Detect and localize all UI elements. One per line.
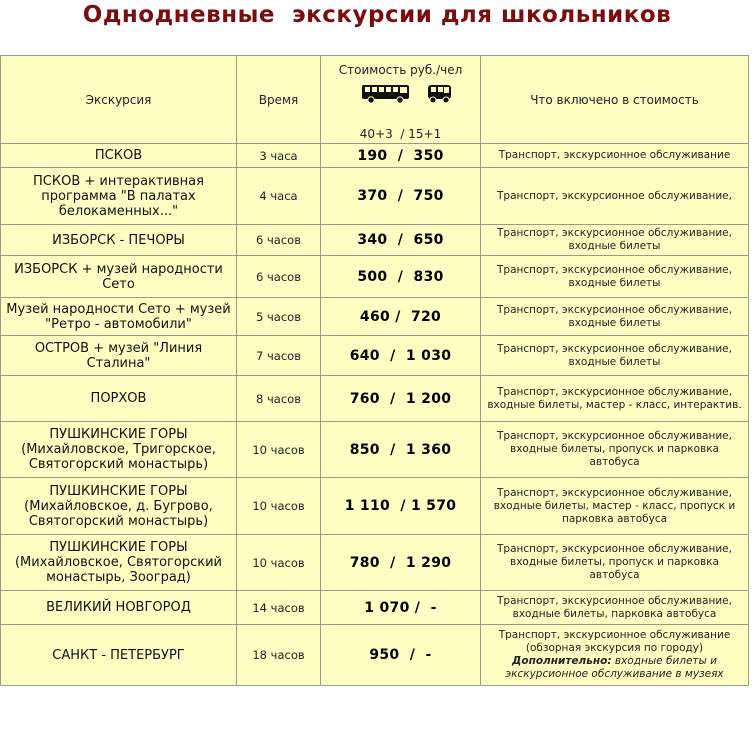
included-services: Транспорт, экскурсионное обслуживание (481, 144, 749, 168)
page-title: Однодневные экскурсии для школьников (82, 2, 672, 28)
excursion-price: 370 / 750 (321, 168, 481, 225)
excursion-name: ИЗБОРСК + музей народности Сето (1, 256, 237, 298)
table-row (1, 625, 749, 686)
included-extra-text: входные билеты и экскурсионное обслуживание в музеях (505, 655, 724, 680)
table-row (1, 376, 749, 422)
excursion-duration: 3 часа (237, 144, 321, 168)
excursion-price: 340 / 650 (321, 225, 481, 256)
excursion-price: 1 070 / - (321, 591, 481, 625)
table-row (1, 478, 749, 535)
included-services: Транспорт, экскурсионное обслуживание, входные билеты (481, 225, 749, 256)
excursion-price: 1 110 / 1 570 (321, 478, 481, 535)
header-included: Что включено в стоимость (481, 56, 749, 144)
header-excursion: Экскурсия (1, 56, 237, 144)
included-services: Транспорт, экскурсионное обслуживание, входные билеты, пропуск и парковка автобуса (481, 422, 749, 478)
included-services: Транспорт, экскурсионное обслуживание, входные билеты, парковка автобуса (481, 591, 749, 625)
included-extra-label: Дополнительно: (512, 655, 612, 667)
included-services: Транспорт, экскурсионное обслуживание, входные билеты (481, 336, 749, 376)
excursion-name: ОСТРОВ + музей "Линия Сталина" (1, 336, 237, 376)
excursion-price: 780 / 1 290 (321, 535, 481, 591)
cost-group-sizes: 40+3 / 15+1 (359, 126, 442, 141)
cost-label: Стоимость руб./чел (338, 62, 463, 77)
table-row (1, 298, 749, 336)
excursion-name: ПУШКИНСКИЕ ГОРЫ (Михайловское, Тригорское, Святогорский монастырь) (1, 422, 237, 478)
table-header-row (1, 56, 749, 144)
excursion-name: ПСКОВ + интерактивная программа "В палатах белокаменных..." (1, 168, 237, 225)
included-services: Транспорт, экскурсионное обслуживание, входные билеты (481, 256, 749, 298)
excursion-duration: 10 часов (237, 422, 321, 478)
excursion-table (0, 55, 749, 686)
excursion-duration: 10 часов (237, 478, 321, 535)
included-services: Транспорт, экскурсионное обслуживание, входные билеты (481, 298, 749, 336)
excursion-price: 190 / 350 (321, 144, 481, 168)
excursion-name: Музей народности Сето + музей "Ретро - автомобили" (1, 298, 237, 336)
excursion-duration: 4 часа (237, 168, 321, 225)
included-services: Транспорт, экскурсионное обслуживание, входные билеты, мастер - класс, пропуск и парковка автобуса (481, 478, 749, 535)
excursion-price: 950 / - (321, 625, 481, 686)
excursion-duration: 8 часов (237, 376, 321, 422)
table-row (1, 225, 749, 256)
excursion-name: ВЕЛИКИЙ НОВГОРОД (1, 591, 237, 625)
excursion-price: 850 / 1 360 (321, 422, 481, 478)
excursion-name: ПУШКИНСКИЕ ГОРЫ (Михайловское, д. Бугрово, Святогорский монастырь) (1, 478, 237, 535)
excursion-name: ПСКОВ (1, 144, 237, 168)
header-time: Время (237, 56, 321, 144)
excursion-price: 640 / 1 030 (321, 336, 481, 376)
excursion-duration: 10 часов (237, 535, 321, 591)
minibus-icon (427, 83, 453, 105)
excursion-duration: 7 часов (237, 336, 321, 376)
excursion-name: ПОРХОВ (1, 376, 237, 422)
excursion-duration: 6 часов (237, 225, 321, 256)
table-row (1, 256, 749, 298)
excursion-duration: 14 часов (237, 591, 321, 625)
excursion-duration: 6 часов (237, 256, 321, 298)
included-main: Транспорт, экскурсионное обслуживание (обзорная экскурсия по городу) (498, 629, 731, 654)
excursion-duration: 5 часов (237, 298, 321, 336)
included-services: Транспорт, экскурсионное обслуживание, (481, 168, 749, 225)
excursion-name: САНКТ - ПЕТЕРБУРГ (1, 625, 237, 686)
large-bus-icon (361, 83, 411, 105)
table-row (1, 168, 749, 225)
excursion-name: ИЗБОРСК - ПЕЧОРЫ (1, 225, 237, 256)
excursion-price: 760 / 1 200 (321, 376, 481, 422)
excursion-duration: 18 часов (237, 625, 321, 686)
included-services: Транспорт, экскурсионное обслуживание, входные билеты, пропуск и парковка автобуса (481, 535, 749, 591)
table-row (1, 144, 749, 168)
table-row (1, 535, 749, 591)
table-row (1, 422, 749, 478)
included-services: Транспорт, экскурсионное обслуживание, входные билеты, мастер - класс, интерактив. (481, 376, 749, 422)
table-row (1, 591, 749, 625)
excursion-price: 500 / 830 (321, 256, 481, 298)
table-row (1, 336, 749, 376)
excursion-name: ПУШКИНСКИЕ ГОРЫ (Михайловское, Святогорский монастырь, Зооград) (1, 535, 237, 591)
excursion-price: 460 / 720 (321, 298, 481, 336)
included-services (481, 625, 749, 686)
header-cost (321, 56, 481, 144)
